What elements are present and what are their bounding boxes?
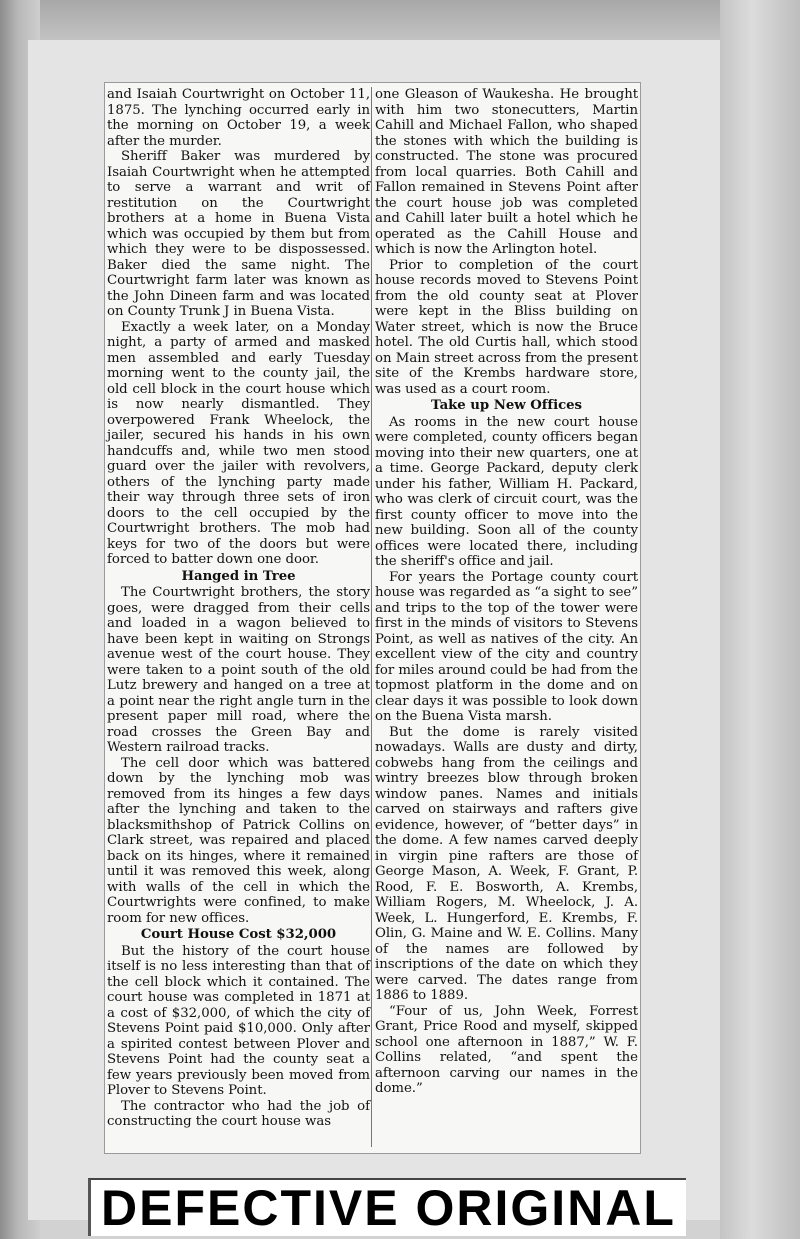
article-paragraph: Prior to completion of the court house records moved to Stevens Point from the old county seat at Plover were kept in the Bliss building on Water street, which is now the Bruce hotel. The old Curtis hall, which stood on Main street across from the present site of the Krembs hardware store, was used as a court room.: [375, 257, 638, 397]
article-paragraph: But the dome is rarely visited nowadays. Walls are dusty and dirty, cobwebs hang from the ceilings and wintry breezes blow through broken window panes. Names and initials carved on stairways and rafters give evidence, however, of “better days” in the dome. A few names carved deeply in virgin pine rafters are those of George Mason, A. Week, F. Grant, P. Rood, F. E. Bosworth, A. Krembs, William Rogers, M. Wheelock, J. A. Week, L. Hungerford, E. Krembs, F. Olin, G. Maine and W. E. Collins. Many of the names are followed by inscriptions of the date on which they were carved. The dates range from 1886 to 1889.: [375, 724, 638, 1003]
article-paragraph: The cell door which was battered down by the lynching mob was removed from its hinges a few days after the lynching and taken to the blacksmithshop of Patrick Collins on Clark street, was repaired and placed back on its hinges, where it remained until it was removed this week, along with walls of the cell in which the Courtwrights were confined, to make room for new offices.: [107, 755, 370, 926]
article-paragraph: The Courtwright brothers, the story goes, were dragged from their cells and loaded in a wagon believed to have been kept in waiting on Strongs avenue west of the court house. They were taken to a point south of the old Lutz brewery and hanged on a tree at a point near the right angle turn in the present paper mill road, where the road crosses the Green Bay and Western railroad tracks.: [107, 585, 370, 755]
article-paragraph: Exactly a week later, on a Monday night, a party of armed and masked men assembled and early Tuesday morning went to the county jail, the old cell block in the court house which is now nearly dismantled. They overpowered Frank Wheelock, the jailer, secured his hands in his own handcuffs and, while two men stood guard over the jailer with revolvers, others of the lynching party made their way through three sets of iron doors to the cell occupied by the Courtwright brothers. The mob had keys for two of the doors but were forced to batter down one door.: [107, 319, 370, 567]
banner-text: DEFECTIVE ORIGINAL: [101, 1180, 676, 1236]
defective-original-banner: [88, 1178, 686, 1236]
article-paragraph: “Four of us, John Week, Forrest Grant, Price Rood and myself, skipped school one afternoon in 1887,” W. F. Collins related, “and spent the afternoon carving our names in the dome.”: [375, 1003, 638, 1096]
scan-edge-right: [720, 0, 800, 1239]
column-divider: [371, 87, 372, 1147]
article-paragraph: As rooms in the new court house were completed, county officers began moving into their new quarters, one at a time. George Packard, deputy clerk under his father, William H. Packard, who was clerk of circuit court, was the first county officer to move into the new building. Soon all of the county offices were located there, including the sheriff's office and jail.: [375, 414, 638, 569]
article-column-right: [375, 87, 638, 1097]
article-paragraph: For years the Portage county court house was regarded as “a sight to see” and trips to the top of the tower were first in the minds of visitors to Stevens Point, as well as natives of the city. An excellent view of the city and country for miles around could be had from the topmost platform in the dome and on clear days it was possible to look down on the Buena Vista marsh.: [375, 569, 638, 724]
article-paragraph: one Gleason of Waukesha. He brought with him two stonecutters, Martin Cahill and Michael Fallon, who shaped the stones with which the building is constructed. The stone was procured from local quarries. Both Cahill and Fallon remained in Stevens Point after the court house job was completed and Cahill later built a hotel which he operated as the Cahill House and which is now the Arlington hotel.: [375, 87, 638, 257]
article-paragraph: Sheriff Baker was murdered by Isaiah Courtwright when he attempted to serve a warrant and writ of restitution on the Courtwright brothers at a home in Buena Vista which was occupied by them but from which they were to be dispossessed. Baker died the same night. The Courtwright farm later was known as the John Dineen farm and was located on County Trunk J in Buena Vista.: [107, 149, 370, 319]
section-heading: Take up New Offices: [431, 398, 582, 413]
newspaper-clipping: [104, 82, 641, 1154]
section-heading: Hanged in Tree: [181, 568, 296, 584]
article-column-left: [107, 87, 370, 1130]
section-heading: Court House Cost $32,000: [140, 927, 337, 942]
article-paragraph: The contractor who had the job of constructing the court house was: [107, 1098, 370, 1129]
article-paragraph: and Isaiah Courtwright on October 11, 1875. The lynching occurred early in the morning on October 19, a week after the murder.: [107, 87, 370, 149]
article-paragraph: But the history of the court house itself is no less interesting than that of the cell block which it contained. The court house was completed in 1871 at a cost of $32,000, of which the city of Stevens Point paid $10,000. Only after a spirited contest between Plover and Stevens Point had the county seat a few years previously been moved from Plover to Stevens Point.: [107, 943, 370, 1098]
